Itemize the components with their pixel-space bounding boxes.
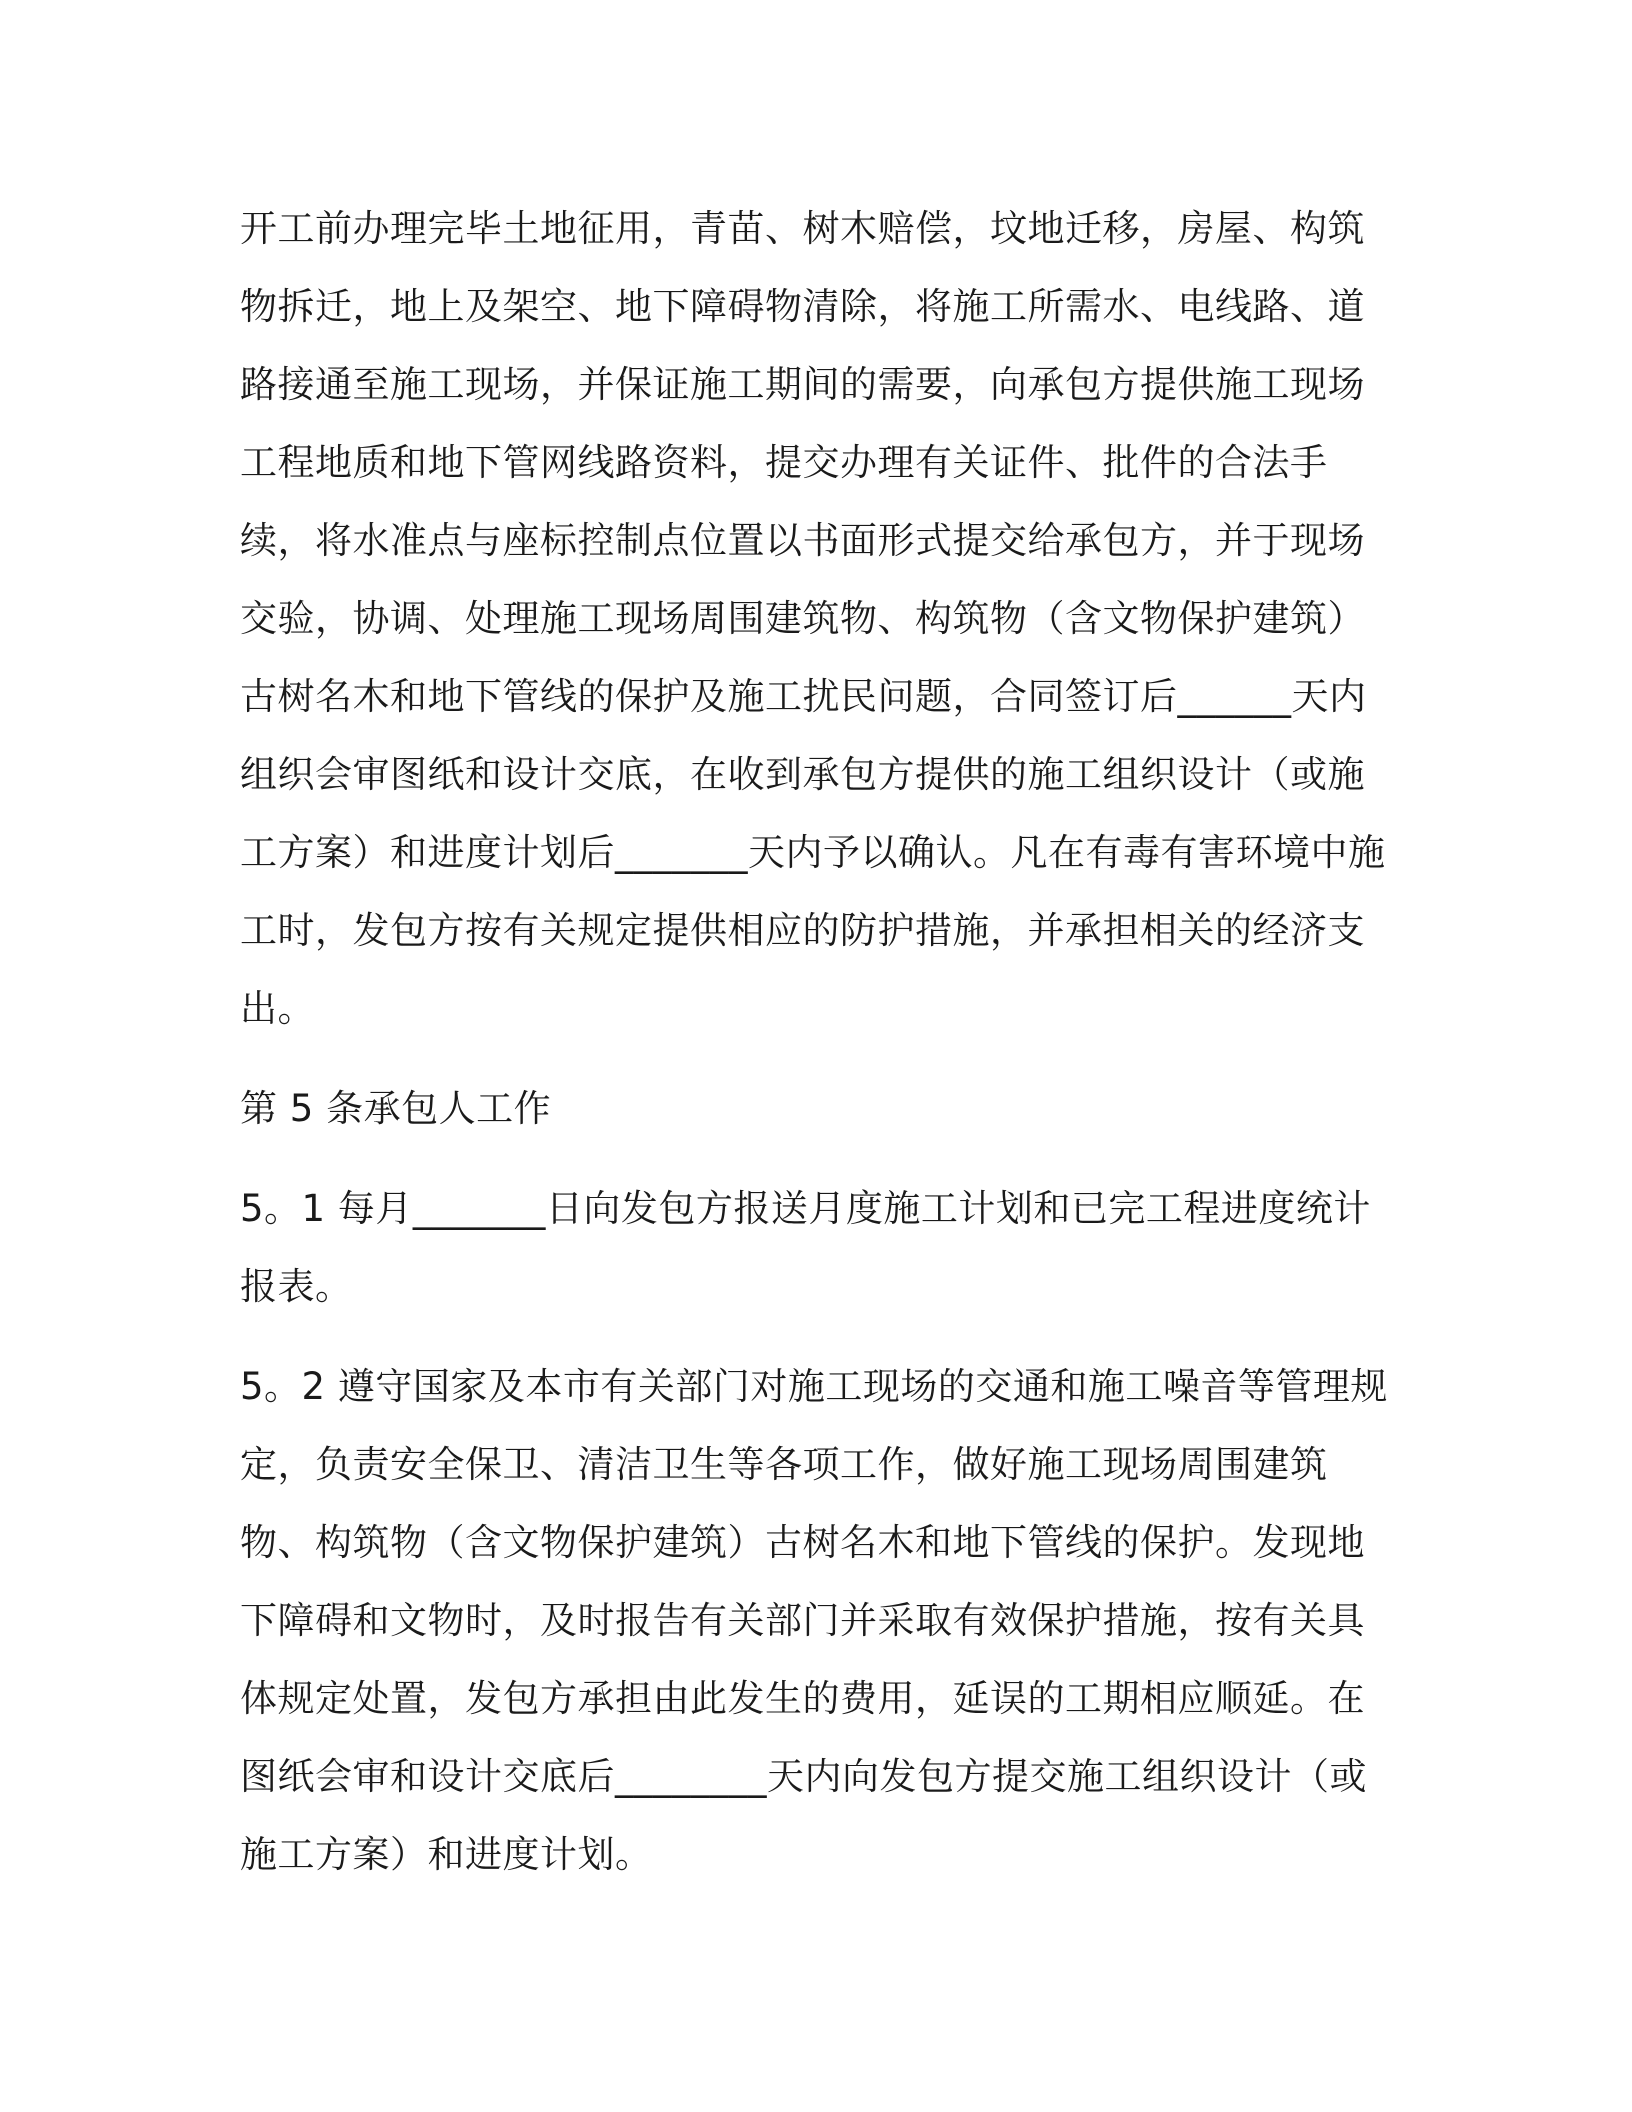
clause-5-1: 5。1 每月_______日向发包方报送月度施工计划和已完工程进度统计报表。 bbox=[240, 1187, 1371, 1308]
document-body bbox=[240, 190, 1400, 1894]
clause-5-2: 5。2 遵守国家及本市有关部门对施工现场的交通和施工噪音等管理规定，负责安全保卫、清洁卫生等各项工作，做好施工现场周围建筑物、构筑物（含文物保护建筑）古树名木和地下管线的保护。发现地下障碍和文物时，及时报告有关部门并采取有效保护措施，按有关具体规定处置，发包方承担由此发生的费用，延误的工期相应顺延。在图纸会审和设计交底后________天内向发包方提交施工组织设计（或施工方案）和进度计划。 bbox=[240, 1365, 1388, 1876]
paragraph-employer-obligations: 开工前办理完毕土地征用，青苗、树木赔偿，坟地迁移，房屋、构筑物拆迁，地上及架空、地下障碍物清除，将施工所需水、电线路、道路接通至施工现场，并保证施工期间的需要，向承包方提供施工现场工程地质和地下管网线路资料，提交办理有关证件、批件的合法手续，将水准点与座标控制点位置以书面形式提交给承包方，并于现场交验，协调、处理施工现场周围建筑物、构筑物（含文物保护建筑）古树名木和地下管线的保护及施工扰民问题，合同签订后______天内组织会审图纸和设计交底，在收到承包方提供的施工组织设计（或施工方案）和进度计划后_______天内予以确认。凡在有毒有害环境中施工时，发包方按有关规定提供相应的防护措施，并承担相关的经济支出。 bbox=[240, 207, 1386, 1030]
section-heading-article-5: 第 5 条承包人工作 bbox=[240, 1087, 552, 1130]
